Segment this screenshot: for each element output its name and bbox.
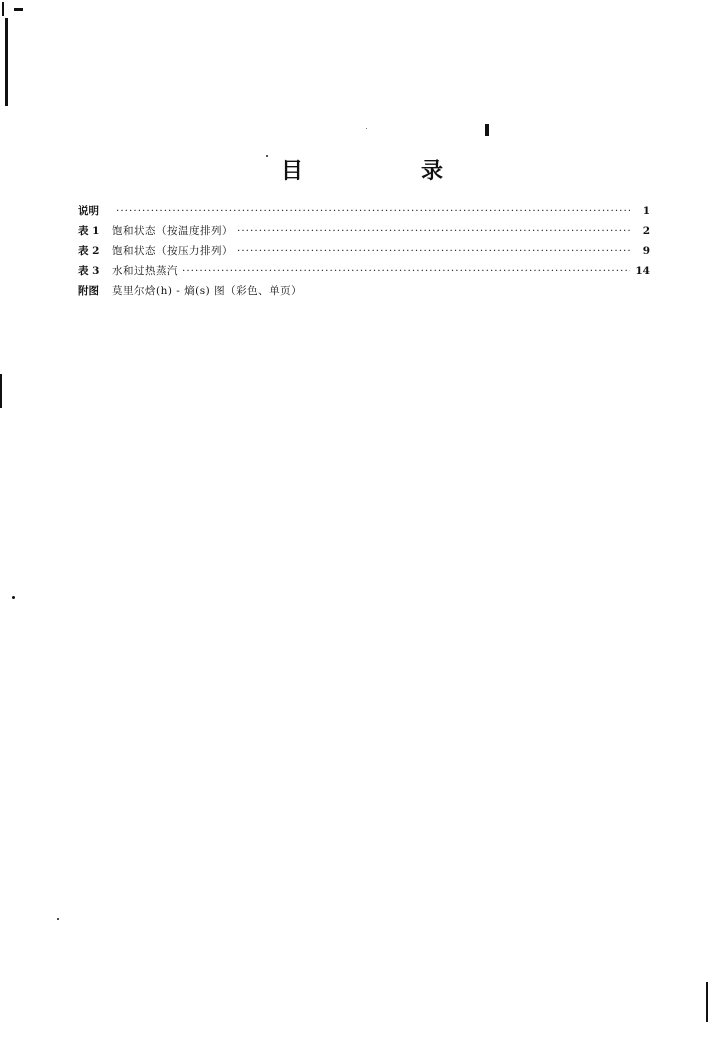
- toc-entry-page: 2: [642, 225, 650, 237]
- toc-entry-title: 水和过热蒸汽: [112, 265, 178, 277]
- toc-entry-title: 莫里尔焓(h) - 熵(s) 图（彩色、单页）: [112, 285, 303, 297]
- scan-mark: [366, 128, 367, 129]
- scan-mark: [5, 18, 8, 106]
- toc-entry-label: 表 3: [78, 265, 100, 277]
- toc-entry-table-2[interactable]: [78, 241, 650, 261]
- toc-entry-title: 饱和状态（按温度排列）: [112, 225, 233, 237]
- toc-entry-page: 1: [642, 205, 650, 217]
- toc-entry-page: 9: [642, 245, 650, 257]
- page-title-char: 录: [421, 159, 444, 184]
- toc-entry-table-1[interactable]: [78, 221, 650, 241]
- scan-mark: [57, 918, 59, 920]
- toc-dot-leader: [116, 201, 630, 221]
- toc-entry-label: 说明: [78, 205, 99, 217]
- toc-entry-page: 14: [635, 265, 650, 277]
- scan-mark: [2, 2, 4, 16]
- toc-dot-leader: [237, 241, 630, 261]
- toc-entry-explanation[interactable]: [78, 201, 650, 221]
- table-of-contents: [78, 201, 650, 301]
- scan-mark: [14, 8, 23, 11]
- page-title-char: 目: [281, 159, 304, 184]
- toc-entry-title: 饱和状态（按压力排列）: [112, 245, 233, 257]
- scan-mark: [706, 982, 708, 1022]
- scan-mark: [12, 596, 15, 599]
- toc-entry-appendix-chart[interactable]: [78, 281, 650, 301]
- toc-entry-label: 表 2: [78, 245, 100, 257]
- toc-entry-table-3[interactable]: [78, 261, 650, 281]
- toc-dot-leader: [237, 221, 630, 241]
- page-title: [0, 156, 713, 192]
- toc-dot-leader: [182, 261, 630, 281]
- toc-entry-label: 表 1: [78, 225, 100, 237]
- scan-mark: [485, 124, 489, 136]
- scan-mark: [0, 374, 2, 408]
- toc-entry-label: 附图: [78, 285, 99, 297]
